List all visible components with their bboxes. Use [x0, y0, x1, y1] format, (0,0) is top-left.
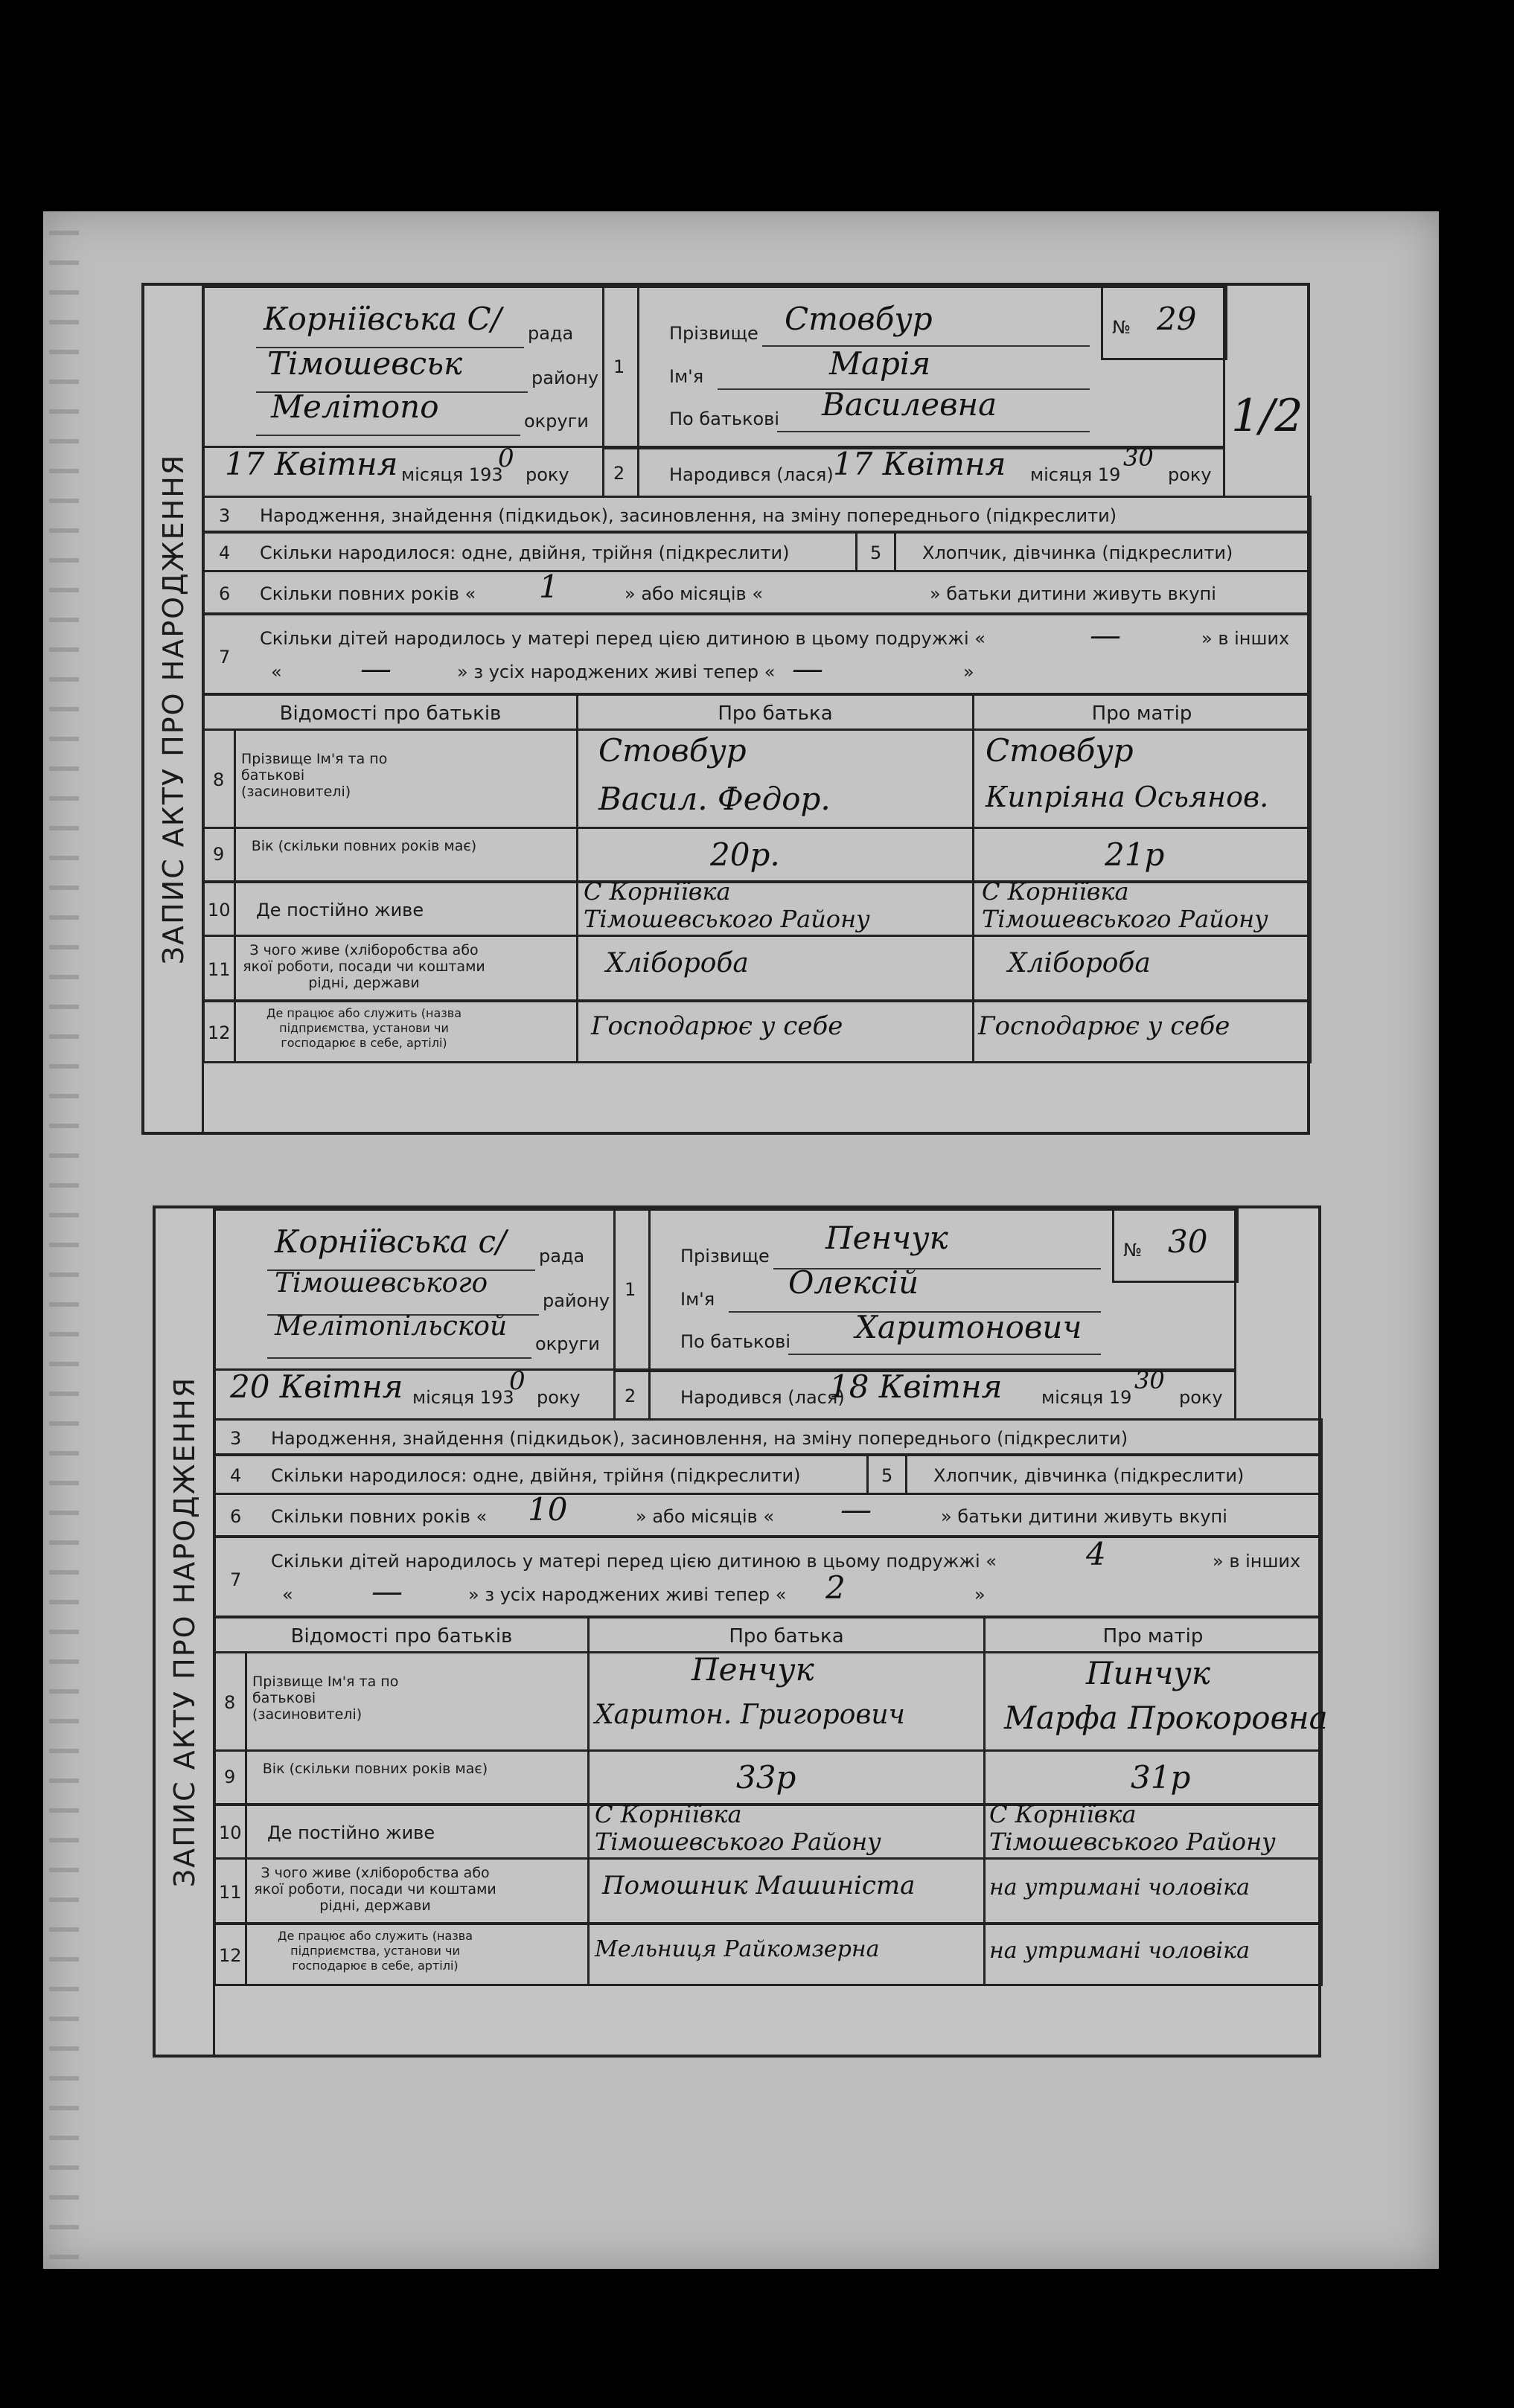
row-5-label: Хлопчик, дівчинка (підкреслити) — [922, 542, 1233, 563]
row-6-label-a: Скільки повних років « — [260, 583, 476, 604]
record-number-value: 30 — [1168, 1223, 1208, 1260]
name-value: Олексiй — [788, 1264, 919, 1301]
row-7-value-1: — — [1090, 617, 1121, 653]
born-year-label: року — [1179, 1387, 1223, 1408]
row-10-num: 10 — [219, 1822, 242, 1843]
name-label: Ім'я — [680, 1289, 715, 1310]
rada-value: Корнiївська с/ — [275, 1223, 507, 1260]
row-6-years: 1 — [539, 569, 559, 605]
surname-value: Пенчук — [825, 1220, 948, 1256]
row-11-mother-occupation: Хлiбороба — [1008, 948, 1151, 979]
okrug-value: Мелiтопо — [271, 388, 439, 425]
row-8-num: 8 — [213, 769, 225, 790]
row-6-months: — — [840, 1491, 872, 1528]
okrug-line — [256, 435, 520, 436]
row-12-father-workplace: Мельниця Райкомзерна — [595, 1936, 880, 1962]
row-3-num: 3 — [219, 505, 231, 526]
raion-label: району — [531, 368, 599, 388]
row-4-label: Скільки народилося: одне, двійня, трійня (підкреслити) — [271, 1465, 801, 1486]
row-11-num: 11 — [208, 959, 231, 980]
row-6-label-b: » або місяців « — [625, 583, 763, 604]
row-12-num: 12 — [208, 1022, 231, 1043]
row-8-label: Прізвище Ім'я та по батькові (засиновителі) — [241, 751, 388, 800]
parents-header-info-label: Відомості про батьків — [279, 702, 502, 725]
surname-label: Прізвище — [680, 1246, 770, 1267]
row-10-father-village: С Корнiївка — [595, 1800, 742, 1828]
row-9-label-cell — [234, 827, 578, 883]
row-1-num: 1 — [613, 356, 625, 377]
side-title: ЗАПИС АКТУ ПРО НАРОДЖЕННЯ — [167, 1376, 201, 1887]
row-7-value-2: — — [371, 1573, 403, 1610]
row-7-label-e: » — [963, 662, 974, 682]
row-9-mother-age: 21р — [1105, 836, 1165, 873]
row-7-label-c: « — [282, 1584, 293, 1605]
row-9-label: Вік (скільки повних років має) — [262, 1761, 488, 1777]
row-11-father-occupation: Хлiбороба — [606, 948, 749, 979]
rada-label: рада — [528, 323, 574, 344]
born-label: Народився (лася) — [669, 464, 834, 485]
born-month-label: місяця 19 — [1030, 464, 1121, 485]
parents-header-mother-label: Про матір — [1091, 702, 1192, 725]
record-number-value: 29 — [1157, 301, 1197, 337]
row-11-label: З чого живе (хліборобства або якої роботи, посади чи коштами рідні, держави — [243, 942, 485, 991]
rada-label: рада — [539, 1246, 585, 1267]
row-7-label-e: » — [974, 1584, 986, 1605]
born-year-label: року — [1168, 464, 1212, 485]
row-6-label-a: Скільки повних років « — [271, 1506, 488, 1527]
patronymic-value: Харитонович — [855, 1309, 1082, 1345]
row-8-father-name: Васил. Федор. — [598, 781, 831, 817]
name-label: Ім'я — [669, 366, 704, 387]
reg-year-value: 0 — [509, 1366, 526, 1396]
row-10-mother-district: Тiмошевського Району — [989, 1828, 1276, 1856]
row-8-father-surname: Стовбур — [598, 732, 747, 769]
patronymic-label: По батькові — [680, 1331, 790, 1352]
parents-header-info-label: Відомості про батьків — [290, 1625, 513, 1648]
row-4-num: 4 — [230, 1465, 242, 1486]
raion-label: району — [543, 1290, 610, 1311]
row-9-num: 9 — [213, 844, 225, 865]
name-value: Марiя — [829, 345, 931, 382]
row-3-num: 3 — [230, 1428, 242, 1449]
row-7-value-1: 4 — [1086, 1536, 1106, 1572]
row-9-father-age: 20р. — [710, 836, 780, 873]
row-9-father-age: 33р — [736, 1759, 796, 1796]
row-8-father-name: Харитон. Григорович — [595, 1700, 905, 1730]
raion-value: Тiмошевського — [275, 1268, 488, 1299]
row-2-num: 2 — [613, 463, 625, 484]
born-month-label: місяця 19 — [1041, 1387, 1132, 1408]
birth-record-form-1 — [141, 283, 1310, 1135]
row-11-label: З чого живе (хліборобства або якої роботи, посади чи коштами рідні, держави — [254, 1865, 496, 1914]
side-title-cell — [144, 286, 204, 1132]
reg-year-value: 0 — [498, 444, 514, 473]
record-number-label: № — [1112, 317, 1131, 338]
row-12-mother-workplace: Господарює у себе — [978, 1011, 1230, 1041]
row-9-mother-age: 31р — [1131, 1759, 1191, 1796]
row-12-label: Де працює або служить (назва підприємства, установи чи господарює в себе, артілі) — [277, 1929, 473, 1973]
row-8-num: 8 — [224, 1692, 236, 1713]
parents-header-father-label: Про батька — [718, 702, 833, 725]
patronymic-line — [777, 431, 1090, 432]
rada-value: Корнiївська С/ — [263, 301, 502, 337]
raion-value: Тiмошевськ — [267, 345, 463, 382]
okrug-label: округи — [535, 1333, 600, 1354]
row-7-label-a: Скільки дітей народилось у матері перед цією дитиною в цьому подружжі « — [260, 628, 986, 649]
row-4-num: 4 — [219, 542, 231, 563]
row-1-num: 1 — [625, 1279, 636, 1300]
born-value: 17 Квiтня — [833, 446, 1006, 482]
row-10-mother-village: С Корнiївка — [989, 1800, 1137, 1828]
row-7-label-b: » в інших — [1213, 1551, 1301, 1572]
row-12-label: Де працює або служить (назва підприємства, установи чи господарює в себе, артілі) — [266, 1006, 461, 1050]
row-9-label-cell — [245, 1749, 590, 1805]
row-11-mother-occupation: на утриманi чоловiка — [989, 1874, 1250, 1901]
row-10-label: Де постійно живе — [267, 1822, 435, 1843]
row-6-num: 6 — [230, 1506, 242, 1527]
row-8-label: Прізвище Ім'я та по батькові (засиновителі) — [252, 1674, 399, 1723]
patronymic-value: Василевна — [822, 386, 997, 423]
born-year-value: 30 — [1134, 1366, 1165, 1394]
row-4-label: Скільки народилося: одне, двійня, трійня (підкреслити) — [260, 542, 790, 563]
okrug-label: округи — [524, 411, 589, 432]
row-10-label: Де постійно живе — [256, 900, 424, 920]
row-7-label-b: » в інших — [1201, 628, 1290, 649]
row-12-num: 12 — [219, 1945, 242, 1966]
reg-month-label: місяця 193 — [401, 464, 503, 485]
born-year-value: 30 — [1123, 444, 1154, 472]
row-7-num: 7 — [219, 647, 231, 667]
row-7-value-3: — — [792, 650, 823, 687]
birth-record-form-2 — [153, 1205, 1328, 2058]
row-6-label-c: » батьки дитини живуть вкупі — [930, 583, 1216, 604]
corner-mark: 1/2 — [1231, 390, 1303, 442]
binding-edge — [49, 211, 79, 2269]
row-7-label-d: » з усіх народжених живі тепер « — [468, 1584, 787, 1605]
row-6-label-b: » або місяців « — [636, 1506, 774, 1527]
row-6-num: 6 — [219, 583, 231, 604]
row-9-label: Вік (скільки повних років має) — [251, 838, 477, 854]
row-8-mother-surname: Пинчук — [1086, 1655, 1210, 1691]
reg-date-value: 17 Квiтня — [225, 446, 398, 482]
row-10-mother-district: Тiмошевського Району — [982, 905, 1268, 933]
okrug-line — [267, 1357, 531, 1359]
born-label: Народився (лася) — [680, 1387, 845, 1408]
row-6-label-c: » батьки дитини живуть вкупі — [941, 1506, 1227, 1527]
row-11-father-occupation: Помошник Машинiста — [602, 1871, 916, 1901]
reg-month-label: місяця 193 — [412, 1387, 514, 1408]
side-title: ЗАПИС АКТУ ПРО НАРОДЖЕННЯ — [156, 453, 190, 964]
row-5-num: 5 — [881, 1465, 893, 1486]
row-10-father-village: С Корнiївка — [584, 877, 731, 906]
row-8-mother-name: Марфа Прокоровна — [1004, 1700, 1328, 1736]
surname-value: Стовбур — [785, 301, 933, 337]
surname-label: Прізвище — [669, 323, 758, 344]
row-12-father-workplace: Господарює у себе — [591, 1011, 843, 1041]
row-8-father-surname: Пенчук — [691, 1651, 814, 1688]
reg-year-label: року — [526, 464, 569, 485]
row-7-label-a: Скільки дітей народилось у матері перед цією дитиною в цьому подружжі « — [271, 1551, 997, 1572]
okrug-value: Мелiтопiльской — [275, 1311, 508, 1342]
parents-header-father-label: Про батька — [729, 1625, 844, 1648]
row-10-num: 10 — [208, 900, 231, 920]
reg-date-value: 20 Квiтня — [230, 1368, 403, 1405]
row-8-mother-name: Кипрiяна Осьянов. — [986, 781, 1269, 813]
row-5-num: 5 — [870, 542, 882, 563]
row-10-father-district: Тiмошевського Району — [584, 905, 870, 933]
row-7-label-c: « — [271, 662, 282, 682]
reg-year-label: року — [537, 1387, 581, 1408]
row-7-value-3: 2 — [825, 1569, 846, 1606]
row-7-label-d: » з усіх народжених живі тепер « — [457, 662, 776, 682]
row-5-label: Хлопчик, дівчинка (підкреслити) — [933, 1465, 1245, 1486]
row-11-num: 11 — [219, 1882, 242, 1903]
row-8-mother-surname: Стовбур — [986, 732, 1134, 769]
row-7-num: 7 — [230, 1569, 242, 1590]
patronymic-line — [788, 1354, 1101, 1355]
parents-header-mother-label: Про матір — [1102, 1625, 1204, 1648]
row-7-value-2: — — [360, 650, 392, 687]
row-3-label: Народження, знайдення (підкидьок), засиновлення, на зміну попереднього (підкреслити) — [271, 1428, 1128, 1449]
row-12-mother-workplace: на утриманi чоловiка — [989, 1938, 1250, 1964]
row-3-label: Народження, знайдення (підкидьок), засиновлення, на зміну попереднього (підкреслити) — [260, 505, 1117, 526]
row-2-num: 2 — [625, 1386, 636, 1406]
row-10-father-district: Тiмошевського Району — [595, 1828, 881, 1856]
patronymic-label: По батькові — [669, 409, 779, 429]
row-6-years: 10 — [528, 1491, 568, 1528]
row-9-num: 9 — [224, 1767, 236, 1787]
row-10-mother-village: С Корнiївка — [982, 877, 1129, 906]
born-value: 18 Квiтня — [829, 1368, 1003, 1405]
record-number-label: № — [1123, 1240, 1142, 1261]
side-title-cell — [156, 1208, 215, 2055]
